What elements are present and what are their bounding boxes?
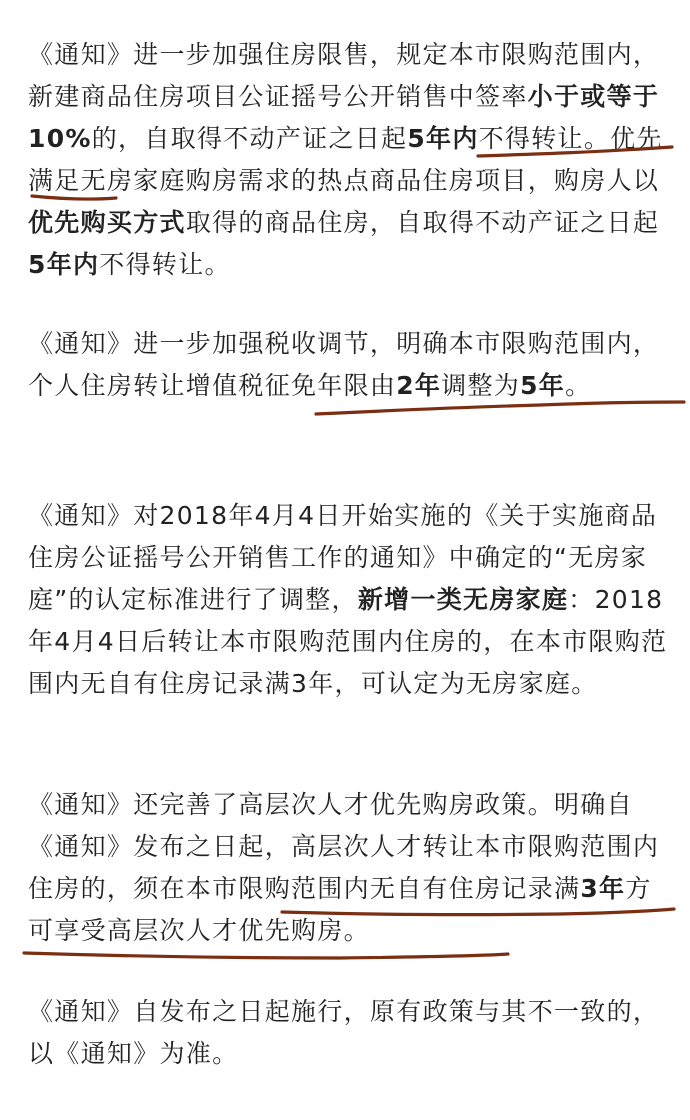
- emphasized-text: 5年内: [28, 250, 100, 279]
- emphasized-text: 优先购买方式: [28, 208, 186, 237]
- text-run: 《通知》对2018年4月4日开始实施的《关于实施商品住房公证摇号公开销售工作的通知》中确定的“无房家庭”的认定标准进行了调整，: [28, 501, 658, 614]
- emphasized-text: 2年: [396, 371, 442, 400]
- paragraph-talent-priority-purchase: [28, 784, 668, 952]
- text-run: 《通知》还完善了高层次人才优先购房政策。明确自《通知》发布之日起，高层次人才转让本市限购范围内住房的，须在本市限购范围内无自有住房记录满: [28, 790, 660, 903]
- text-run: 。: [565, 371, 592, 400]
- emphasized-text: 5年: [520, 371, 566, 400]
- text-run: 调整为: [441, 371, 521, 400]
- text-run: 不得转让。: [99, 250, 231, 279]
- emphasized-text: 小于或等于10%: [28, 82, 660, 153]
- paragraph-effective-date: [28, 991, 668, 1075]
- text-run: 《通知》自发布之日起施行，原有政策与其不一致的，以《通知》为准。: [28, 997, 660, 1068]
- text-run: 的，自取得不动产证之日起: [91, 124, 408, 153]
- text-run: 方可享受高层次人才优先购房。: [28, 874, 652, 945]
- text-run: 取得的商品住房，自取得不动产证之日起: [185, 208, 660, 237]
- paragraph-homeless-family-standard: [28, 495, 668, 705]
- text-run: 《通知》进一步加强税收调节，明确本市限购范围内，个人住房转让增值税征免年限由: [28, 329, 660, 400]
- paragraph-housing-resale-restriction: [28, 34, 668, 286]
- emphasized-text: 新增一类无房家庭: [357, 585, 569, 614]
- underline-talent-housing-record-line2: [24, 953, 508, 958]
- text-run: 不得转让。优先满足无房家庭购房需求的热点商品住房项目，购房人以: [28, 124, 663, 195]
- text-run: 《通知》进一步加强住房限售，规定本市限购范围内，新建商品住房项目公证摇号公开销售中签率: [28, 40, 660, 111]
- emphasized-text: 3年: [580, 874, 626, 903]
- emphasized-text: 5年内: [407, 124, 479, 153]
- text-run: ：2018年4月4日后转让本市限购范围内住房的，在本市限购范围内无自有住房记录满3年，可认定为无房家庭。: [28, 585, 668, 698]
- paragraph-vat-adjustment: [28, 323, 668, 407]
